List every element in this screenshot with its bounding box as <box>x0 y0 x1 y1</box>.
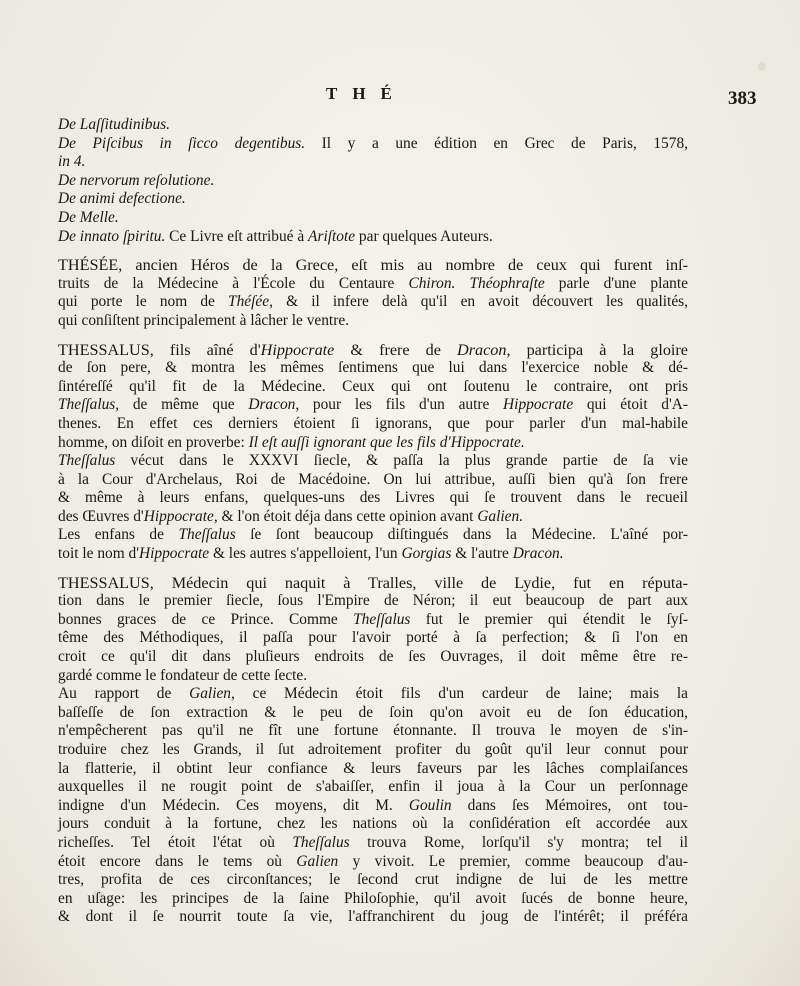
text-block <box>58 256 688 330</box>
text-run: fut le premier qui étendit le ſyſ- <box>410 610 688 628</box>
italic-text: De Laſſitudinibus. <box>58 116 171 133</box>
text-run: tres, profita de ces circonſtances; le ſecond crut indigne de lui de les mettre <box>58 871 688 889</box>
text-run: & dont il ſe nourrit toute ſa vie, l'affranchirent du joug de l'intérêt; il préféra <box>58 908 688 926</box>
paragraph-gap <box>58 331 688 341</box>
text-line <box>58 629 688 648</box>
text-line <box>58 293 688 312</box>
text-run: thenes. En effet ces derniers étoient ſi ignorans, que pour parler d'un mal-habile <box>58 414 688 432</box>
text-run: & l'autre <box>451 545 513 563</box>
text-run: auxquelles il ne rougit point de s'abaiſſer, enfin il joua à la Cour un perſonnage <box>58 778 688 796</box>
body-text <box>58 116 688 927</box>
text-line <box>58 908 688 927</box>
text-line <box>58 275 688 294</box>
italic-text: De Melle. <box>58 208 119 226</box>
text-run: gardé comme le fondateur de cette ſecte. <box>58 666 308 684</box>
text-run: y vivoit. Le premier, comme beaucoup d'au- <box>338 852 688 870</box>
text-run: en uſage: les principes de la ſaine Philoſophie, qu'il avoit ſucés de bonne heure, <box>58 889 688 907</box>
text-line <box>58 592 688 611</box>
entry-headword: THESSALUS <box>58 573 150 592</box>
text-line <box>58 396 688 415</box>
text-run: troduire chez les Grands, il ſut adroitement profiter du goût qu'il leur connut pour <box>58 741 688 758</box>
text-run: , de même que <box>115 396 249 414</box>
text-line <box>58 741 688 760</box>
italic-text: De animi defectione. <box>58 190 186 208</box>
text-line <box>58 508 688 527</box>
text-run: croit ce qu'il dit dans pluſieurs endroits de ſes Ouvrages, il doit même être re- <box>58 648 688 666</box>
italic-text: Theſſalus <box>58 452 116 470</box>
text-run: baſſeſſe de ſon extraction & le peu de ſoin qu'on avoit eu de ſon éducation, <box>58 703 688 721</box>
italic-text: Il eſt auſſi ignorant que les fils d'Hippocrate. <box>248 433 525 451</box>
running-head: THÉ <box>326 84 407 103</box>
text-run: , & l'on étoit déja dans cette opinion avant <box>213 507 478 525</box>
text-line <box>58 190 688 209</box>
italic-text: Theſſalus <box>292 833 350 851</box>
italic-text: Théſée <box>228 293 270 311</box>
text-run: indigne d'un Médecin. Ces moyens, dit M. <box>58 796 409 814</box>
text-line <box>58 341 688 360</box>
text-line <box>58 359 688 378</box>
text-run: Les enfans de <box>58 526 179 544</box>
text-line <box>58 611 688 630</box>
text-run: qui porte le nom de <box>58 293 229 311</box>
text-run: jours conduit à la fortune, chez les nations où la conſidération eſt accordée aux <box>58 815 688 833</box>
text-run: homme, on diſoit en proverbe: <box>58 433 249 451</box>
text-line <box>58 667 688 686</box>
text-run: Ce Livre eſt attribué à <box>165 227 309 245</box>
text-block <box>58 574 688 927</box>
italic-text: Goulin <box>408 796 452 814</box>
text-run: par quelques Auteurs. <box>355 227 493 245</box>
text-line <box>58 797 688 816</box>
entry-headword: THESSALUS <box>58 340 150 359</box>
text-run: , & il infere delà qu'il en avoit découvert les qualités, <box>269 293 688 311</box>
text-line <box>58 704 688 723</box>
text-line <box>58 526 688 545</box>
italic-text: Ariſtote <box>308 227 356 245</box>
text-line <box>58 760 688 779</box>
text-line <box>58 378 688 397</box>
text-run: , ancien Héros de la Grece, eſt mis au nombre de ceux qui furent inſ- <box>118 256 688 275</box>
text-run: & les autres s'appelloient, l'un <box>209 545 402 563</box>
italic-text: Hippocrate <box>503 396 574 414</box>
text-run: , ce Médecin étoit fils d'un cardeur de laine; mais la <box>231 685 688 703</box>
text-line <box>58 228 688 247</box>
text-run: , pour les fils d'un autre <box>295 396 504 414</box>
text-run: toit le nom d' <box>58 545 140 563</box>
paper-stain <box>758 62 766 71</box>
italic-text: Gorgias <box>401 545 452 563</box>
paragraph-gap <box>58 564 688 574</box>
italic-text: Theſſalus <box>178 526 236 544</box>
text-line <box>58 778 688 797</box>
text-run: des Œuvres d' <box>58 507 144 525</box>
text-line <box>58 722 688 741</box>
text-run: , participa à la gloire <box>506 340 688 359</box>
text-run: qui étoit d'A- <box>573 396 689 414</box>
text-run: trouva Rome, lorſqu'il s'y montra; tel il <box>349 833 688 851</box>
text-run: de ſon pere, & montra les mêmes ſentimens que lui dans l'exercice noble & dé- <box>58 359 688 377</box>
text-line <box>58 545 688 564</box>
page-header <box>0 84 800 109</box>
text-run: truits de la Médecine à l'École du Centaure <box>58 274 409 292</box>
italic-text: Theſſalus <box>353 610 411 628</box>
italic-text: De Piſcibus in ſicco degentibus. <box>58 134 306 152</box>
text-run: n'empêcherent pas qu'il ne fît une fortune étonnante. Il trouva le moyen de s'in- <box>58 722 688 740</box>
text-line <box>58 116 688 135</box>
text-run: ſintéreſſé qu'il fit de la Médecine. Ceux qui ont ſoutenu le contraire, ont pris <box>58 377 688 395</box>
text-run: parle d'une plante <box>544 274 688 292</box>
text-line <box>58 153 688 172</box>
italic-text: Theſſalus <box>58 396 116 414</box>
text-run: vécut dans le XXXVI ſiecle, & paſſa la plus grande partie de ſa vie <box>115 452 688 470</box>
text-line <box>58 434 688 453</box>
text-line <box>58 890 688 909</box>
text-line <box>58 815 688 834</box>
text-run: , fils aîné d' <box>149 340 261 359</box>
text-run: ſe ſont beaucoup diſtingués dans la Médecine. L'aîné por- <box>235 526 688 544</box>
text-run: Il y a une édition en Grec de Paris, 1578, <box>305 134 688 152</box>
text-line <box>58 574 688 593</box>
text-line <box>58 685 688 704</box>
italic-text: Galien <box>296 852 339 870</box>
entry-headword: THÉSÉE <box>58 256 119 275</box>
italic-text: De nervorum reſolutione. <box>58 171 215 189</box>
text-run: , Médecin qui naquit à Tralles, ville de Lydie, fut en réputa- <box>149 573 688 592</box>
text-run: & frere de <box>334 340 457 359</box>
text-run: qui conſiſtent principalement à lâcher le ventre. <box>58 311 350 329</box>
text-block <box>58 116 688 246</box>
text-run: & même à leurs enfans, quelques-uns des Livres qui ſe trouvent dans le recueil <box>58 489 688 507</box>
italic-text: De innato ſpiritu. <box>58 227 166 245</box>
italic-text: in 4. <box>58 153 86 171</box>
text-line <box>58 452 688 471</box>
text-line <box>58 871 688 890</box>
text-line <box>58 312 688 331</box>
italic-text: Galien. <box>477 507 524 525</box>
text-line <box>58 834 688 853</box>
text-run: Au rapport de <box>58 685 190 703</box>
italic-text: Dracon <box>248 396 296 414</box>
paragraph-gap <box>58 246 688 256</box>
text-run: dans ſes Mémoires, ont tou- <box>451 796 688 814</box>
italic-text: Hippocrate <box>260 340 335 359</box>
text-run: richeſſes. Tel étoit l'état où <box>58 833 293 851</box>
italic-text: Dracon. <box>512 545 564 563</box>
text-line <box>58 471 688 490</box>
text-run: à la Cour d'Archelaus, Roi de Macédoine. On lui attribue, auſſi bien qu'à ſon frere <box>58 470 688 488</box>
text-line <box>58 648 688 667</box>
text-run: tême des Méthodiques, il paſſa pour l'avoir porté à ſa perfection; & ſi l'on en <box>58 629 688 647</box>
italic-text: Hippocrate <box>139 545 210 563</box>
text-line <box>58 415 688 434</box>
italic-text: Chiron. Théophraſte <box>408 274 545 292</box>
italic-text: Galien <box>189 685 231 703</box>
italic-text: Dracon <box>457 340 507 359</box>
page-number: 383 <box>728 88 757 109</box>
text-block <box>58 341 688 564</box>
text-line <box>58 489 688 508</box>
text-line <box>58 209 688 228</box>
text-line <box>58 135 688 154</box>
text-run: la flatterie, il obtint leur confiance & leurs faveurs par les lâches complaiſances <box>58 759 688 777</box>
text-run: bonnes graces de ce Prince. Comme <box>58 610 354 628</box>
text-run: étoit encore dans le tems où <box>58 852 297 870</box>
text-line <box>58 172 688 191</box>
text-line <box>58 256 688 275</box>
text-line <box>58 853 688 872</box>
italic-text: Hippocrate <box>143 507 214 525</box>
text-run: tion dans le premier ſiecle, ſous l'Empire de Néron; il eut beaucoup de part aux <box>58 592 688 610</box>
